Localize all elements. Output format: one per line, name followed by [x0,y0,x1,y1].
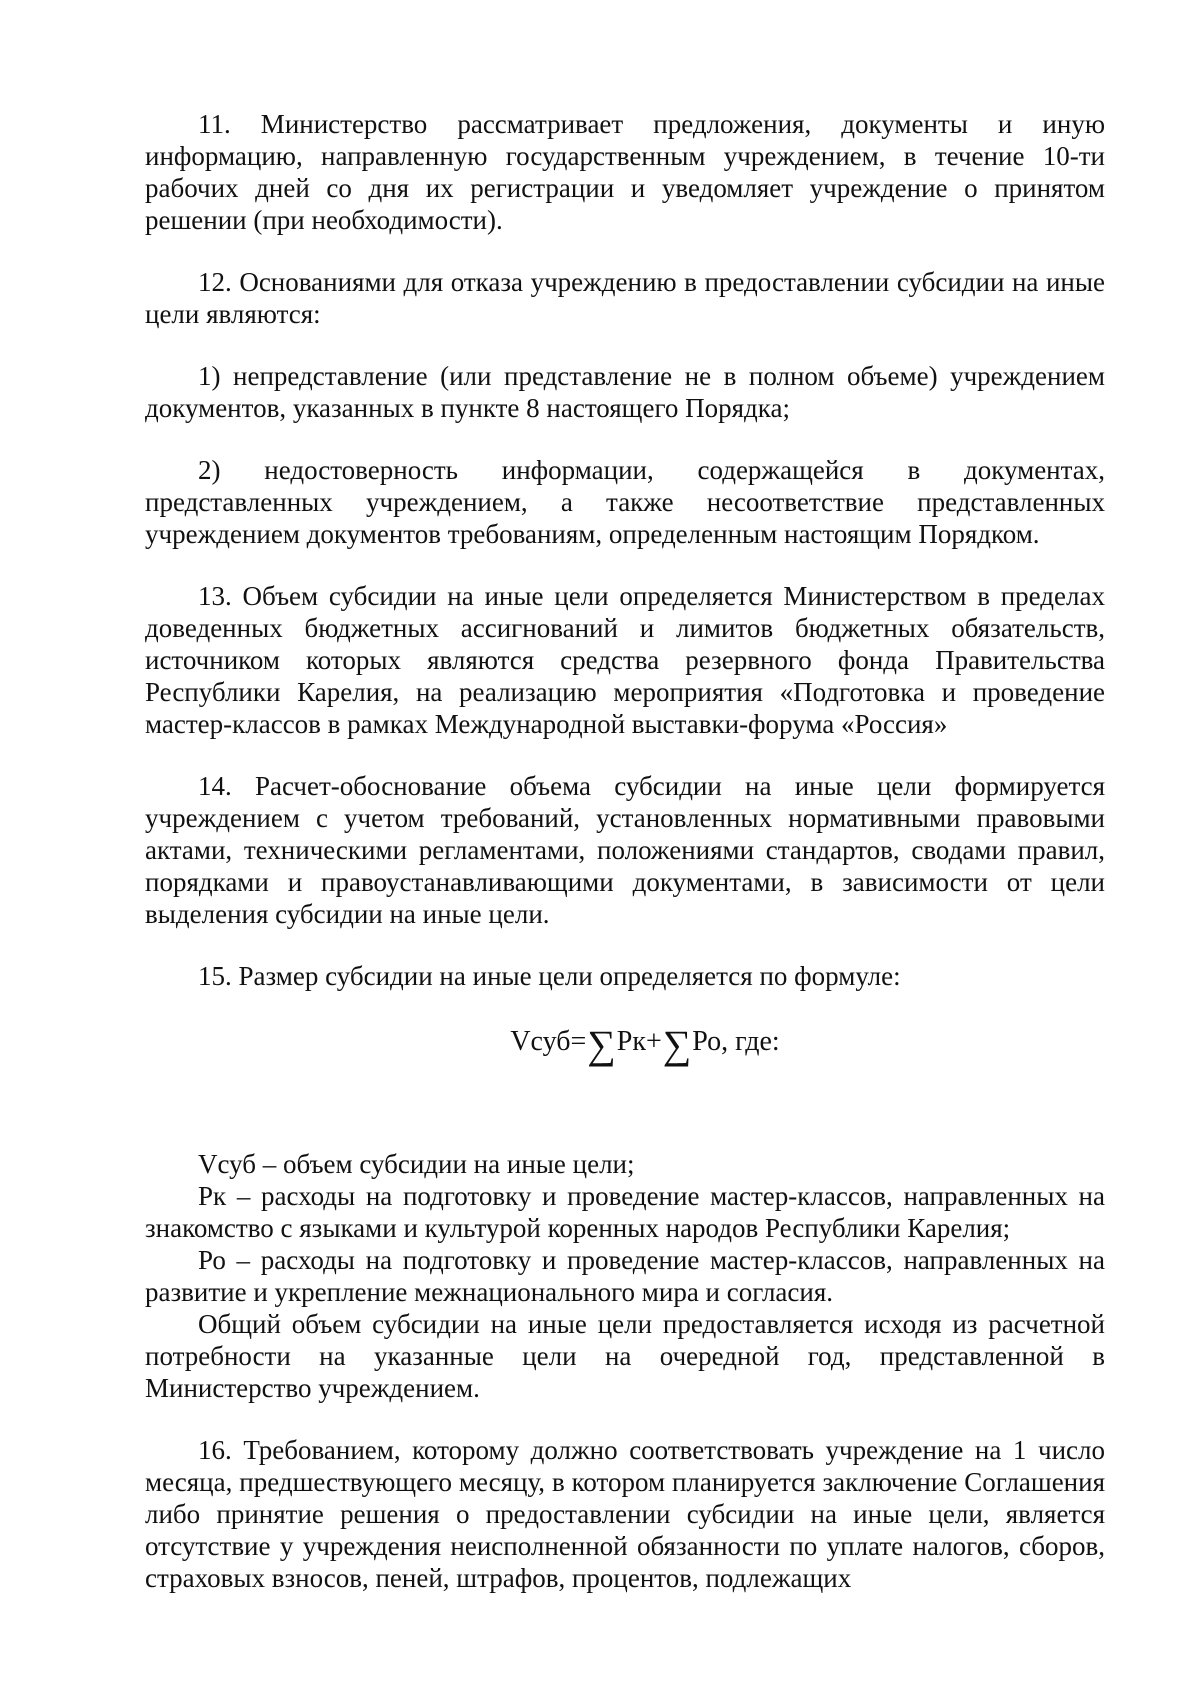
definition-ro: Ро – расходы на подготовку и проведение мастер-классов, направленных на развитие и укрепление межнационального мира и согласия. [145,1245,1105,1307]
sigma-icon: ∑ [587,1022,616,1067]
total-subsidy-note: Общий объем субсидии на иные цели предоставляется исходя из расчетной потребности на указанные цели на очередной год, представленной в Министерство учреждением. [145,1309,1105,1403]
subsidy-formula [145,1022,1105,1067]
paragraph-11: 11. Министерство рассматривает предложения, документы и иную информацию, направленную государственным учреждением, в течение 10-ти рабочих дней со дня их регистрации и уведомляет учреждение о принятом решении (при необходимости). [145,109,1105,235]
sigma-icon: ∑ [662,1022,692,1067]
paragraph-14: 14. Расчет-обоснование объема субсидии на иные цели формируется учреждением с учетом требований, установленных нормативными правовыми актами, техническими регламентами, положениями стандартов, сводами правил, порядками и правоустанавливающими документами, в зависимости от цели выделения субсидии на иные цели. [145,771,1105,929]
definition-rk: Рк – расходы на подготовку и проведение мастер-классов, направленных на знакомство с языками и культурой коренных народов Республики Карелия; [145,1181,1105,1243]
formula-lhs: Vсуб= [510,1026,587,1057]
document-page [145,108,1105,1624]
paragraph-12: 12. Основаниями для отказа учреждению в предоставлении субсидии на иные цели являются: [145,267,1105,329]
formula-term-ro: Ро, где: [692,1026,780,1057]
paragraph-16: 16. Требованием, которому должно соответствовать учреждение на 1 число месяца, предшествующего месяцу, в котором планируется заключение Соглашения либо принятие решения о предоставлении субсидии на иные цели, является отсутствие у учреждения неисполненной обязанности по уплате налогов, сборов, страховых взносов, пеней, штрафов, процентов, подлежащих [145,1435,1105,1593]
paragraph-15: 15. Размер субсидии на иные цели определяется по формуле: [198,961,901,991]
paragraph-12-item-1: 1) непредставление (или представление не в полном объеме) учреждением документов, указанных в пункте 8 настоящего Порядка; [145,361,1105,423]
paragraph-12-item-2: 2) недостоверность информации, содержащейся в документах, представленных учреждением, а также несоответствие представленных учреждением документов требованиям, определенным настоящим Порядком. [145,455,1105,549]
definition-vsub: Vсуб – объем субсидии на иные цели; [198,1149,635,1179]
paragraph-13: 13. Объем субсидии на иные цели определяется Министерством в пределах доведенных бюджетных ассигнований и лимитов бюджетных обязательств, источником которых являются средства резервного фонда Правительства Республики Карелия, на реализацию мероприятия «Подготовка и проведение мастер-классов в рамках Международной выставки-форума «Россия» [145,581,1105,739]
formula-term-rk: Рк+ [616,1026,662,1057]
